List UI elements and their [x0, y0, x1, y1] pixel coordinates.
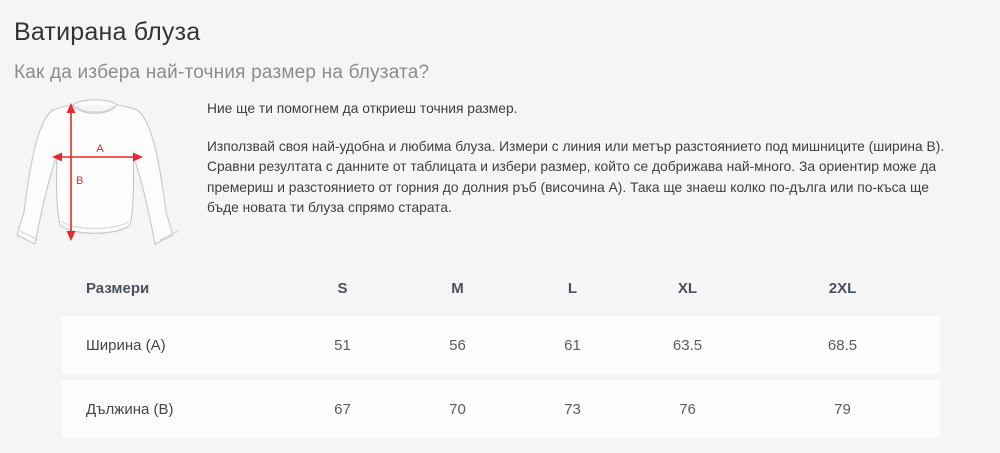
- page-title: Ватирана блуза: [14, 18, 201, 46]
- guide-text: [207, 94, 959, 219]
- column-header-xl: XL: [677, 279, 698, 297]
- length-s: 67: [334, 400, 351, 418]
- width-xl: 63.5: [672, 336, 703, 354]
- size-chart-table: [62, 260, 940, 438]
- row-label: Ширина (A): [86, 336, 166, 354]
- guide-section: [14, 94, 986, 254]
- width-l: 61: [564, 336, 581, 354]
- page-subtitle: Как да избера най-точния размер на блузата?: [14, 62, 430, 83]
- column-header-l: L: [567, 279, 578, 297]
- column-header-s: S: [337, 279, 348, 297]
- width-2xl: 68.5: [827, 336, 858, 354]
- width-s: 51: [334, 336, 351, 354]
- guide-intro: Ние ще ти помогнем да откриеш точния размер.: [207, 101, 518, 116]
- table-row-length: [62, 380, 940, 438]
- guide-body: Използвай своя най-удобна и любима блуза. Измери с линия или метър разстоянието под мишниците (ширина B). Сравни резултата с данните от таблицата и избери размер, който се добрижава най-много. За ориентир може да премериш и разстоянието от горния до долния ръб (височина A). Така ще знаеш колко по-дълга или по-къса ще бъде новата ти блуза спрямо старата.: [207, 138, 945, 215]
- length-xl: 76: [679, 400, 696, 418]
- length-m: 70: [449, 400, 466, 418]
- shirt-illustration-icon: [10, 94, 188, 254]
- length-arrow-label: B: [76, 175, 84, 187]
- table-row-width: [62, 316, 940, 374]
- shirt-measurement-diagram: [10, 94, 188, 254]
- table-header-row: [62, 260, 940, 316]
- column-header-2xl: 2XL: [828, 279, 857, 297]
- width-arrow-label: A: [96, 143, 104, 155]
- width-m: 56: [449, 336, 466, 354]
- row-label: Дължина (B): [86, 400, 174, 418]
- column-header-sizes: Размери: [86, 279, 150, 297]
- length-2xl: 79: [834, 400, 851, 418]
- length-l: 73: [564, 400, 581, 418]
- column-header-m: M: [451, 279, 464, 297]
